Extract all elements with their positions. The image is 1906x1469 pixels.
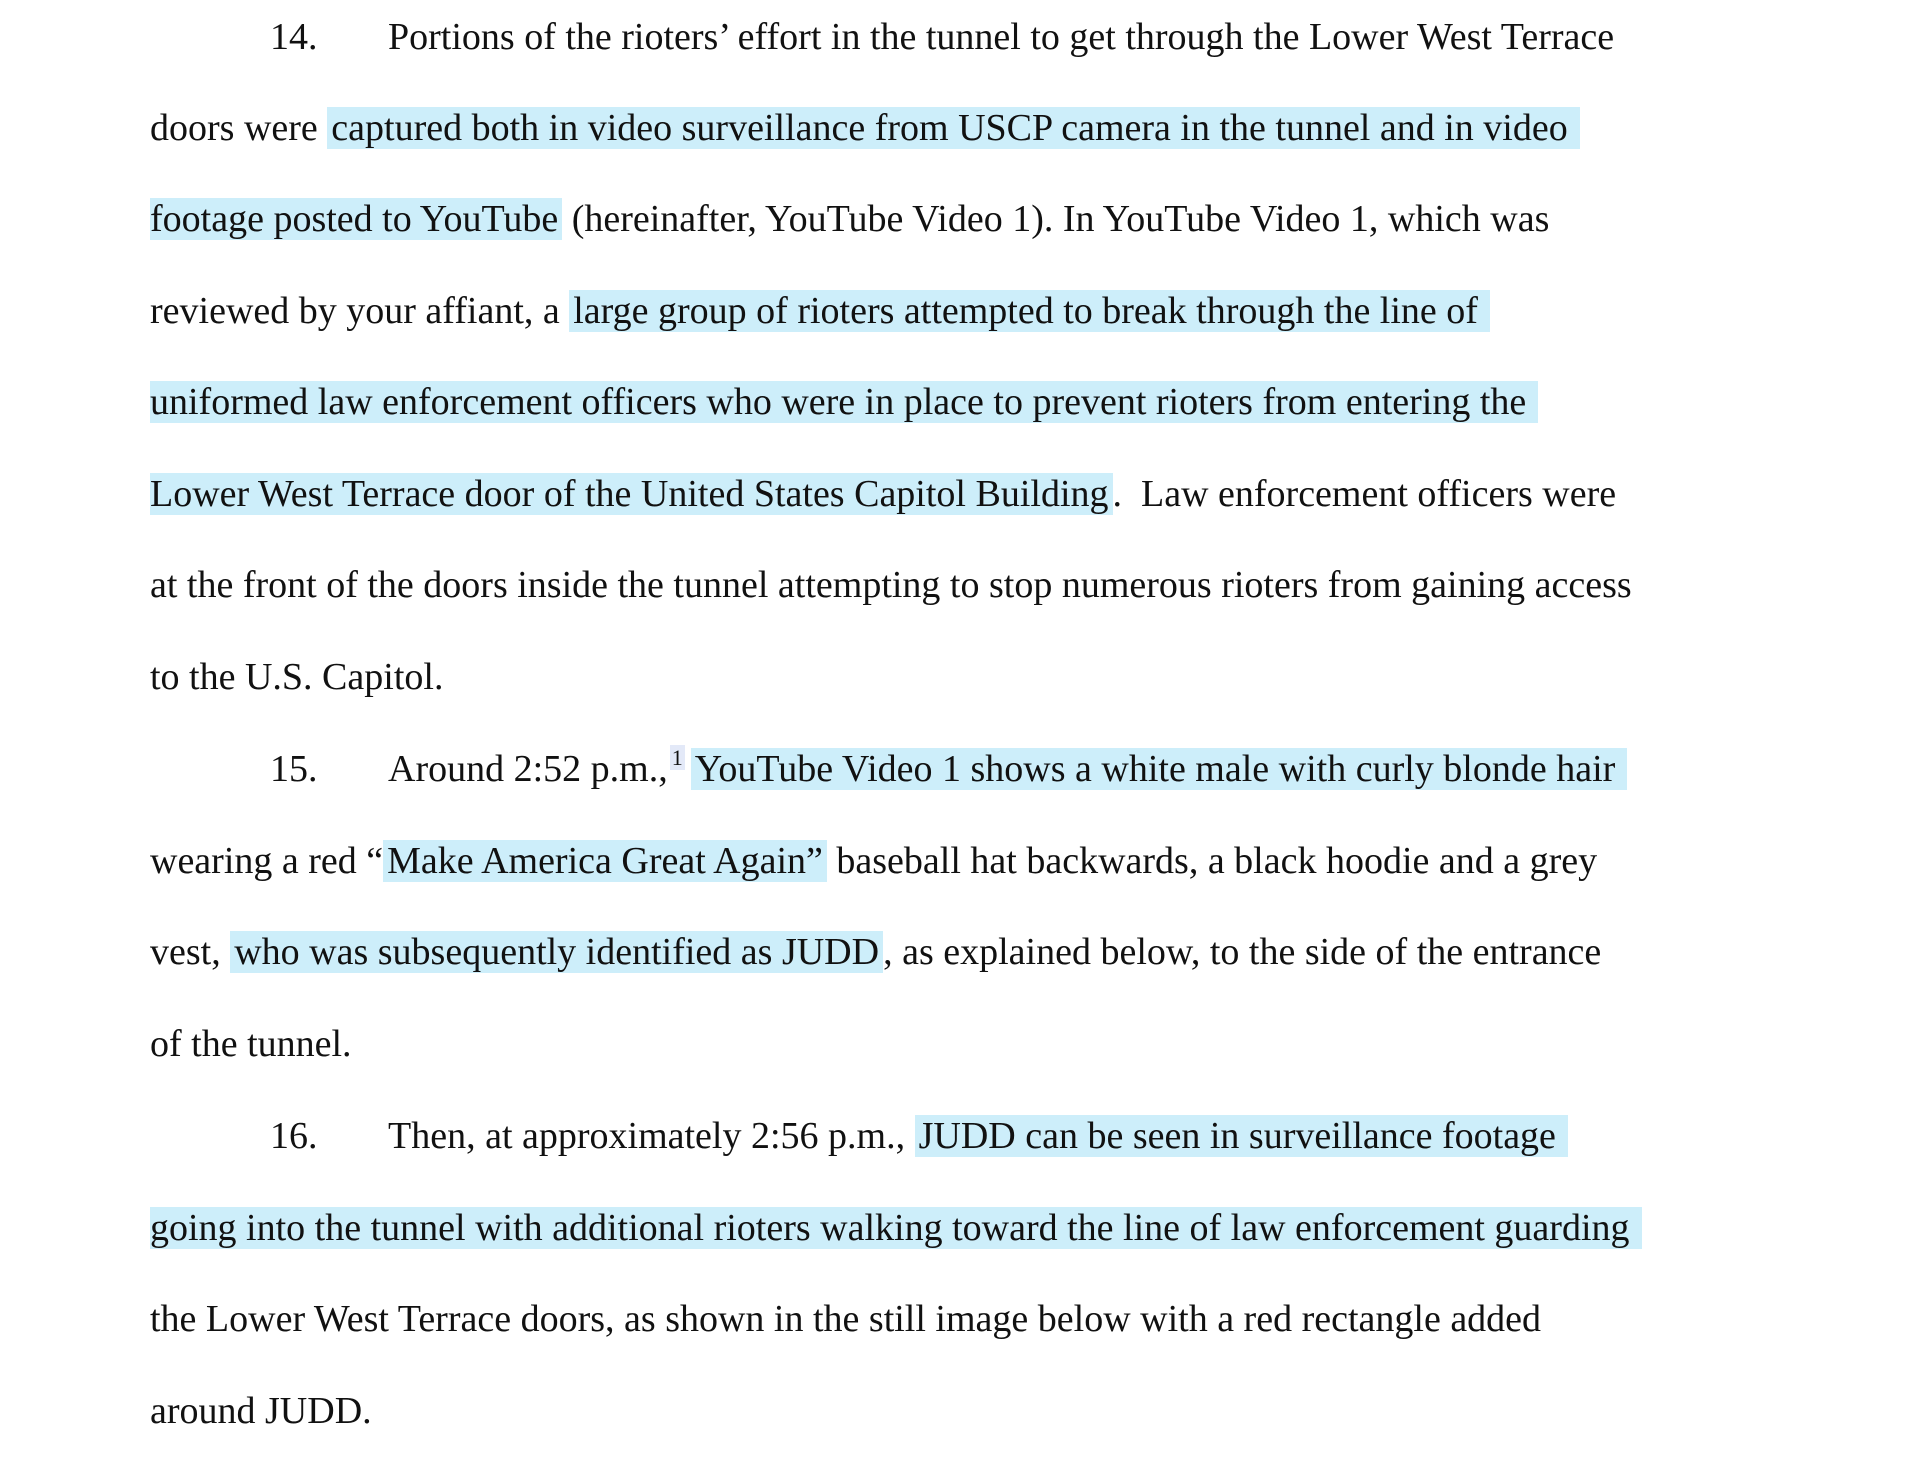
highlighted-text: who was subsequently identified as JUDD	[230, 931, 883, 973]
highlighted-text: Lower West Terrace door of the United States Capitol Building	[150, 473, 1113, 515]
text-segment: around JUDD.	[150, 1390, 372, 1432]
text-segment: at the front of the doors inside the tunnel attempting to stop numerous rioters from gaining access	[150, 564, 1632, 606]
text-segment: baseball hat backwards, a black hoodie and a grey	[826, 840, 1598, 882]
text-segment: to the U.S. Capitol.	[150, 656, 444, 698]
paragraph-14-line-3	[150, 196, 1549, 242]
highlighted-text: footage posted to YouTube	[150, 198, 562, 240]
paragraph-15-line-2	[150, 838, 1597, 884]
paragraph-14-line-8	[150, 654, 443, 700]
highlighted-text: Make America Great Again”	[383, 840, 827, 882]
highlighted-text: uniformed law enforcement officers who were in place to prevent rioters from entering the	[150, 381, 1538, 423]
paragraph-15-line-4	[150, 1021, 352, 1067]
text-segment: Around 2:52 p.m.,	[388, 748, 668, 790]
text-segment: wearing a red “	[150, 840, 384, 882]
highlighted-text: YouTube Video 1 shows a white male with curly blonde hair	[691, 748, 1628, 790]
paragraph-number: 14.	[270, 16, 318, 58]
text-segment: Then, at approximately 2:56 p.m.,	[388, 1115, 915, 1157]
paragraph-16-line-1	[388, 1113, 1568, 1159]
text-segment: , as explained below, to the side of the entrance	[883, 931, 1602, 973]
text-segment: doors were	[150, 107, 328, 149]
highlighted-text: captured both in video surveillance from USCP camera in the tunnel and in video	[327, 107, 1579, 149]
paragraph-14-line-5	[150, 379, 1538, 425]
paragraph-14-line-7	[150, 562, 1632, 608]
highlighted-text: going into the tunnel with additional rioters walking toward the line of law enforcement guarding	[150, 1207, 1642, 1249]
paragraph-number: 15.	[270, 748, 318, 790]
paragraph-14-line-4	[150, 288, 1490, 334]
highlighted-text: JUDD can be seen in surveillance footage	[915, 1115, 1568, 1157]
paragraph-14-line-1	[388, 14, 1614, 60]
text-segment: Portions of the rioters’ effort in the tunnel to get through the Lower West Terrace	[388, 16, 1615, 58]
paragraph-number: 16.	[270, 1115, 318, 1157]
text-segment: vest,	[150, 931, 231, 973]
paragraph-15-line-3	[150, 929, 1601, 975]
paragraph-14-line-6	[150, 471, 1616, 517]
paragraph-16-line-4	[150, 1388, 372, 1434]
paragraph-16-line-3	[150, 1296, 1541, 1342]
text-segment: the Lower West Terrace doors, as shown in the still image below with a red rectangle added	[150, 1298, 1542, 1340]
text-segment: of the tunnel.	[150, 1023, 352, 1065]
paragraph-16-line-2	[150, 1205, 1642, 1251]
footnote-marker[interactable]: 1	[671, 745, 683, 770]
text-segment: reviewed by your affiant, a	[150, 290, 570, 332]
text-segment: (hereinafter, YouTube Video 1). In YouTube Video 1, which was	[562, 198, 1550, 240]
paragraph-14-line-2	[150, 105, 1580, 151]
highlighted-text: large group of rioters attempted to break through the line of	[569, 290, 1490, 332]
paragraph-15-line-1	[388, 746, 1627, 792]
text-segment: . Law enforcement officers were	[1112, 473, 1617, 515]
